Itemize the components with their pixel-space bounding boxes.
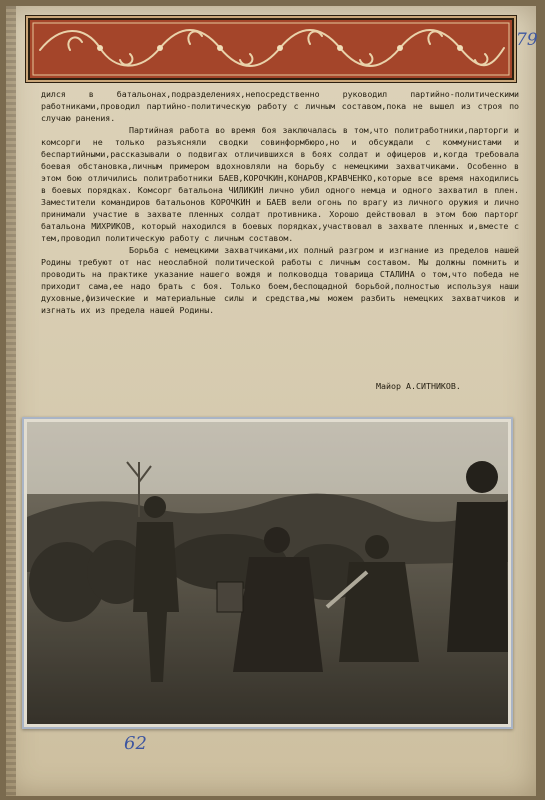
photograph [22,417,513,729]
paragraph-3: Борьба с немецкими захватчиками,их полный разгром и изгнание из пределов нашей Родины требуют от нас неослабной политической работы с личным составом. Мы должны помнить и проводить на практике указание нашего вождя и полководца товарища СТАЛИНА о том,что победа не приходит сама,ее надо брать с боя. Только боем,беспощадной борьбой,полностью используя наши духовные,физические и материальные силы и средства,мы можем разбить немецких захватчиков и изгнать их из предела нашей Родины. [41,245,519,315]
page-number: 62 [124,733,147,754]
signature-line: Майор А.СИТНИКОВ. [376,381,461,391]
binding-edge [6,6,16,796]
ornament-vine-icon [30,20,512,78]
photo-image [27,422,508,724]
paragraph-2: Партийная работа во время боя заключалась в том,что политработники,парторги и комсорги не только разъясняли сводки совинформбюро,но и обсуждали с коммунистами и беспартийными,рассказывали о подвигах отличившихся в боях солдат и офицеров и,когда требовала боевая обстановка,личным примером вдохновляли на борьбу с немецкими захватчиками. Особенно в этом бою отличились политработники БАЕВ,КОРОЧКИН,КОНАРОВ,КРАВЧЕНКО,которые все время находились в боевых порядках. Комсорг батальона ЧИЛИКИН лично убил одного немца и одного захватил в плен. Заместители командиров батальонов КОРОЧКИН и БАЕВ вели огонь по врагу из личного оружия и лично принимали участие в захвате пленных солдат противника. Хорошо действовал в этом бою парторг батальона МИХРИКОВ, который находился в боевых порядках,участвовал в захвате пленных и,вместе с тем,проводил политическую работу с личным составом. [41,125,519,243]
document-page [6,6,536,796]
body-text [41,88,519,316]
paragraph-1: дился в батальонах,подразделениях,непосредственно руководил партийно-политическими работниками,проводил партийно-политическую работу с личным составом,пока не вышел из строя по случаю ранения. [41,89,519,123]
ornamental-banner [28,18,514,80]
folio-number: 79 [516,30,538,50]
